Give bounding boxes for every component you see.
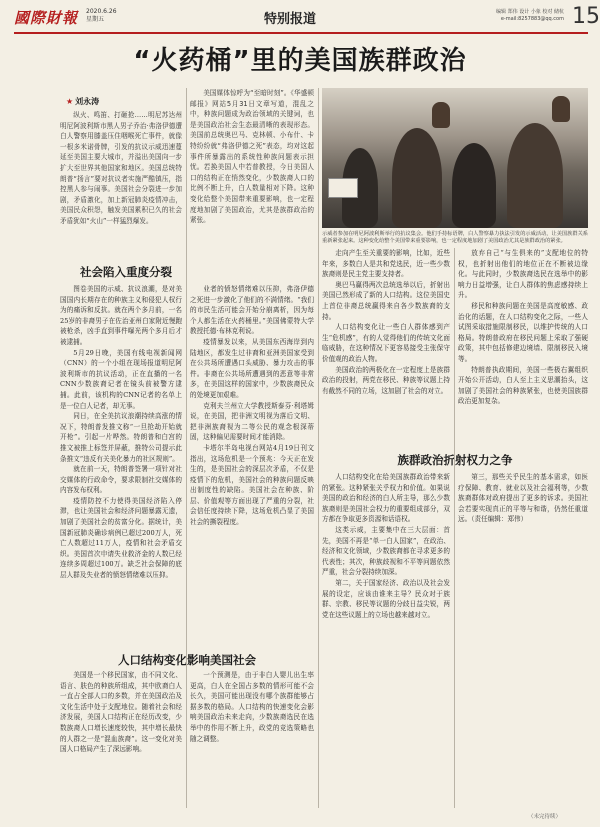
body-column-1 xyxy=(60,284,182,646)
paragraph: 特朗普执政期间，美国一些极右翼组织开始公开活动，白人至上主义思潮抬头，这加剧了美国社会的种族紧张，也使美国族群政治更加复杂。 xyxy=(458,365,588,406)
article-headline: “火药桶”里的美国族群政治 xyxy=(133,46,467,76)
paragraph: 第二，关于国家经济、政治以及社会发展的设定，应该由谁来主导？民众对于族群、宗教、移民等议题的分歧日益尖锐，两党在这些议题上的立场也越来越对立。 xyxy=(322,578,450,619)
paragraph: 美国政治的两极化在一定程度上是族群政治的投射，两党在移民、种族等议题上持有截然不同的立场，这加剧了社会的对立。 xyxy=(322,365,450,395)
issue-weekday: 星期五 xyxy=(86,16,105,23)
section-title: 特别报道 xyxy=(264,12,317,27)
paragraph: 就在前一天，特朗普签署一项针对社交媒体的行政命令，要求限制社交媒体的内容发布权利。 xyxy=(60,465,182,495)
lead-column-1 xyxy=(60,110,182,258)
photo-figure xyxy=(392,128,442,228)
body-column-3b xyxy=(322,472,450,808)
column-divider xyxy=(186,88,187,808)
paragraph: 图卷美国的示威、抗议浪潮，是对美国国内长期存在的种族主义和侵犯人权行为的痛诉和反抗。就在两个多月前，一名25岁的非裔男子在佐治亚州白家附近慢跑被枪杀，凶手直到事件曝光两个多月后才被逮捕。 xyxy=(60,285,182,346)
paragraph: 业者的愤怒情绪难以压抑，弗洛伊德之死进一步激化了他们的不满情绪。“我们的市民生活可能会开始分崩离析，因为每个人都生活在火药桶里。”美国佛蒙特大学教授托德·布林克利说。 xyxy=(190,285,314,336)
byline-star-icon: ★ xyxy=(66,97,74,106)
paragraph: 走向产生至关重要的影响，比如，近些年来，多数白人是共和党选民，近一些少数族裔则是民主党主要支持者。 xyxy=(322,249,450,279)
masthead-logo: 國際財報 xyxy=(14,8,79,27)
paragraph: 疫情暴发以来，从美国东西海岸到内陆地区，都发生过非裔和亚洲美国家受到在公共场所遭遇口头威胁、暴力攻击的事件。非裔在公共场所遭遇到的恶意等非常多，在美国这样的国家中，少数族裔民众的处境更加艰难。 xyxy=(190,337,314,399)
lead-paragraph: 纵火、鸣笛、打砸抢……明尼苏达州明尼阿波利斯市黑人男子乔治·弗洛伊德遭白人警察用膝盖压住咽喉死亡事件，就像一根多米诺骨牌，引发的抗议示威迅速蔓延至美国主要大城市，并溢出美国向一步扩大至世界其他国家和地区。美国总统特朗普“扬言”要对抗议者实施严酷镇压，指控黑人参与闹事。美国社会分裂进一步加剧，矛盾激化，加上新冠肺炎疫情冲击，美国民众积怨，触发美国累积已久的社会矛盾犹如“火山”一样猛烈爆发。 xyxy=(60,111,182,225)
body-column-2 xyxy=(190,284,314,646)
body-column-4b xyxy=(458,472,588,808)
raised-fist-icon xyxy=(432,102,450,128)
paragraph: 放弃自己“与生俱来的”支配地位的特权，也折射出他们的地位正在不断被边缘化。与此同时，少数族裔选民在选举中的影响力日益增强，让白人群体的焦虑感持续上升。 xyxy=(458,249,588,300)
photo-figure xyxy=(452,143,496,228)
lead-paragraph-2: 美国媒体惊呼为“至暗时刻”。《华盛顿邮报》网站5月31日文章写道，混乱之中，种族问题成为政治领域的关键词，也是美国政治社会生态最清晰的表现形态。美国前总统奥巴马、克林顿、小布什、卡特纷纷就“弗洛伊德之死”表态，均对这起事件所暴露出的系统性种族问题表示担忧。若换美国人中若普教授，今日美国人口的结构正在悄然变化，少数族裔人口的比例不断上升，白人数量相对下降。这种变化给整个美国带来重要影响，也一定程度地加剧了美国政治，尤其是族群政治的紧张。 xyxy=(190,89,314,225)
paragraph: 第三，那些关乎民生的基本需求，如医疗保障、教育、就业以及社会福利等，少数族裔群体对政府提出了更多的诉求。美国社会若要实现真正的平等与和谐，仍然任重道远。（责任编辑：郑伟） xyxy=(458,473,588,524)
editor-names: 编辑 郑伟 设计 小象 校对 储杭 xyxy=(496,9,564,15)
byline xyxy=(66,96,99,107)
page-number: 15 xyxy=(572,4,600,29)
paragraph: 人口结构变化让一些白人群体感到产生“危机感”，有的人觉得他们的传统文化面临威胁，在这种情况下更容易接受主张保守价值观的政治人物。 xyxy=(322,323,450,363)
protest-sign xyxy=(328,178,358,198)
editor-email: e-mail:8257883@qq.com xyxy=(500,16,564,22)
issue-meta xyxy=(86,8,146,24)
body-column-1b xyxy=(60,670,182,810)
section-heading-3: 族群政治折射权力之争 xyxy=(397,453,513,467)
paragraph: 疫情防控不力使得美国经济陷入停滞，也让美国社会和经济问题暴露无遗，加剧了美国社会的贫富分化。据统计，美国新冠肺炎确诊病例已超过200万人，死亡人数超过11万人，疫情和社会矛盾交织。美国首次申请失业救济金的人数已经连续多周超过100万。缺乏社会保障的底层人群及失业者的愤怒情绪难以压抑。 xyxy=(60,496,182,580)
section-heading-1: 社会陷入重度分裂 xyxy=(80,265,172,279)
raised-fist-icon xyxy=(552,96,570,122)
header-rule xyxy=(14,32,588,34)
photo-caption: 示威者参加在明尼阿波利斯举行的抗议集会。他们手持标语牌，白人警察暴力执法引发的示威活动，让美国族群关系重新紧张起来。这种变化给整个美国带来重要影响，也一定程度地加剧了美国政治尤其是族群政治的紧张。 xyxy=(322,231,588,244)
column-divider xyxy=(318,88,319,808)
paragraph: 奥巴马赢得两次总统选举以后，折射出美国已然形成了新的人口结构。这位美国史上首位非裔总统赢得来自各少数族裔的支持。 xyxy=(322,280,450,321)
paragraph: 人口结构变化在给美国族群政治带来新的紧张。这种紧张关乎权力和价值。如果说美国的政治和经济的白人所主导，那么少数族裔则是美国社会权力的重要组成部分，双方都在争取更多资源和话语权。 xyxy=(322,473,450,524)
protest-photo xyxy=(322,88,588,228)
editor-credits xyxy=(454,9,564,23)
paragraph: 卡塔尔半岛电视台网站4月19日刊文指出，这场危机是一个预兆：今天正在发生的，是美国社会的深层次矛盾，不仅是疫情下的危机，美国社会的种族问题反映出制度性的缺陷。美国社会在种族、阶层、价值观等方面出现了严重的分裂，社会信任度持续下降，这场危机凸显了美国社会的撕裂程度。 xyxy=(190,443,314,527)
photo-figure xyxy=(507,123,563,228)
paragraph: 同日，在全美抗议浪潮持续高涨的情况下，特朗普发推文称“一旦抢劫开始就开枪”。引起一片哗然。特朗普和白宫的推文被推上标签并屏蔽，推特公司提示此条推文“违反有关美化暴力的社区规则”。 xyxy=(60,412,182,463)
paragraph: 移民和种族问题在美国是高度敏感、政治化的话题，在人口结构变化之际，一些人试图采取措施限制移民，以维护传统的人口格局。特朗普政府在移民问题上采取了强硬政策，其中包括修建边境墙、限制移民入境等。 xyxy=(458,301,588,363)
body-column-4 xyxy=(458,248,588,446)
body-column-3 xyxy=(322,248,450,446)
issue-date: 2020.6.26 xyxy=(86,8,117,15)
page-header xyxy=(14,4,600,32)
lead-column-2 xyxy=(190,88,314,258)
body-column-2b xyxy=(190,670,314,810)
column-divider xyxy=(454,248,455,808)
paragraph: 美国是一个移民国家，由不同文化、语言、肤色的种族所组成，其中欧裔白人一直占全部人口的多数，并在美国政治及文化生活中处于支配地位。随着社会和经济发展，美国人口结构正在经历改变，少数族裔人口增长速度较快，其中增长最快的人群之一是“混血族裔”。这一变化对美国人口格局产生了深远影响。 xyxy=(60,671,182,754)
paragraph: 5月29日晚，美国有线电视新闻网（CNN）的一个小组在现场报道明尼阿波利斯市的抗议活动，正在直播的一名CNN少数族裔记者在镜头前被警方逮捕。此前，该机构的CNN记者的名单上是一位白人记者，却无事。 xyxy=(60,348,182,410)
paragraph: 这类示威，主要集中在三大层面：首先，美国不再是“单一白人国家”，在政治、经济和文化领域，少数族裔都在寻求更多的代表性；其次，种族歧视和不平等问题依然严重，社会分裂持续加深。 xyxy=(322,525,450,577)
end-note: （未完待续） xyxy=(528,814,562,820)
author-name: 刘永涛 xyxy=(75,97,100,106)
paragraph: 克利夫兰州立大学教授斯泰芬·利塔姆说，在美国，把非洲文明视为落后文明、把非洲族裔视为二等公民的观念根深蒂固，这种偏见需要时间才能消除。 xyxy=(190,401,314,442)
paragraph: 一个预测是，由于非白人婴儿出生率更高，白人在全国占多数的情形可能不会长久，美国可能出现没有哪个族群能够占据多数的格局。人口结构的快速变化会影响美国政治未来走向，少数族裔选民在选举中的作用不断上升，政党的竞选策略也随之调整。 xyxy=(190,671,314,743)
section-heading-2: 人口结构变化影响美国社会 xyxy=(118,653,256,667)
